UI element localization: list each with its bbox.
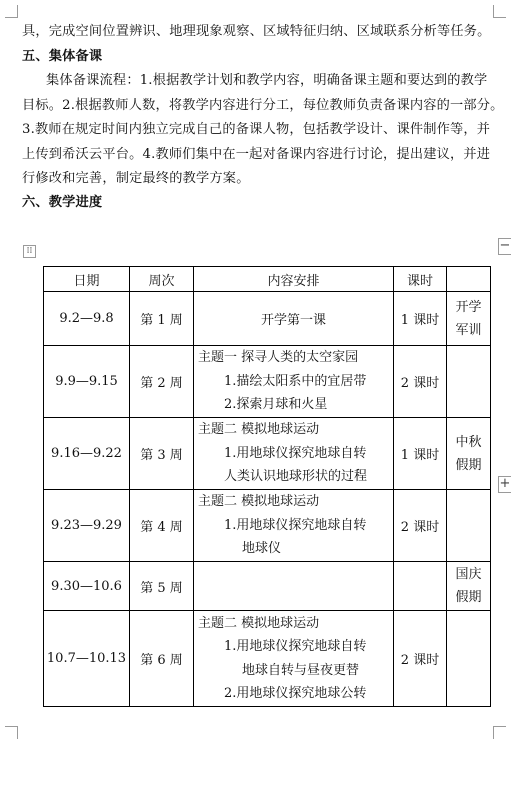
content-line: 1.用地球仪探究地球自转	[224, 517, 367, 533]
hours-cell	[394, 562, 447, 611]
content-line: 1.用地球仪探究地球自转	[224, 445, 367, 461]
content-cell	[194, 562, 394, 611]
section-heading: 六、教学进度	[22, 195, 103, 210]
week-cell: 第 1 周	[130, 292, 194, 346]
table-header-row	[44, 267, 491, 292]
hours-cell: 2 课时	[394, 346, 447, 418]
date-cell: 10.7—10.13	[44, 611, 130, 707]
week-cell: 第 6 周	[130, 611, 194, 707]
date-cell: 9.23—9.29	[44, 490, 130, 562]
table-row	[44, 611, 491, 707]
column-header-hours: 课时	[394, 267, 447, 292]
table-row	[44, 490, 491, 562]
body-text-line: 上传到希沃云平台。4.教师们集中在一起对备课内容进行讨论，提出建议，并进	[22, 147, 491, 162]
body-text-line: 集体备课流程：1.根据教学计划和教学内容，明确备课主题和要达到的教学	[46, 73, 488, 88]
week-cell: 第 5 周	[130, 562, 194, 611]
content-cell	[194, 346, 394, 418]
page-corner-mark	[5, 726, 18, 739]
body-text-line: 行修改和完善，制定最终的教学方案。	[22, 171, 250, 186]
column-header-date: 日期	[44, 267, 130, 292]
content-line: 主题一 探寻人类的太空家园	[198, 350, 359, 366]
page-corner-mark	[493, 726, 506, 739]
table-row	[44, 292, 491, 346]
note-cell	[447, 292, 491, 346]
body-text-line: 目标。2.根据教师人数，将教学内容进行分工，每位教师负责备课内容的一部分。	[22, 98, 504, 113]
content-cell	[194, 611, 394, 707]
content-line: 2.用地球仪探究地球公转	[224, 686, 367, 701]
content-line: 人类认识地球形状的过程	[224, 469, 368, 485]
hours-cell: 1 课时	[394, 292, 447, 346]
table-row	[44, 562, 491, 611]
column-header-content: 内容安排	[194, 267, 394, 292]
content-line: 主题二 模拟地球运动	[198, 422, 320, 438]
week-cell: 第 4 周	[130, 490, 194, 562]
table-row	[44, 418, 491, 490]
page-corner-mark	[5, 5, 18, 18]
content-cell	[194, 490, 394, 562]
note-cell	[447, 611, 491, 707]
table-row	[44, 346, 491, 418]
hours-cell: 1 课时	[394, 418, 447, 490]
content-line: 地球仪	[242, 541, 282, 557]
week-cell: 第 3 周	[130, 418, 194, 490]
note-line: 中秋	[455, 434, 482, 450]
date-cell: 9.2—9.8	[44, 292, 130, 346]
date-cell: 9.16—9.22	[44, 418, 130, 490]
teaching-schedule-table	[43, 266, 491, 707]
content-cell	[194, 418, 394, 490]
minus-icon[interactable]: −	[499, 238, 511, 253]
section-heading: 五、集体备课	[22, 49, 103, 64]
date-cell: 9.9—9.15	[44, 346, 130, 418]
content-line: 主题二 模拟地球运动	[198, 494, 320, 510]
column-header-week: 周次	[130, 267, 194, 292]
column-header-note	[447, 267, 491, 292]
plus-icon[interactable]: +	[499, 476, 511, 491]
note-line: 国庆	[455, 567, 482, 582]
content-line: 地球自转与昼夜更替	[242, 662, 360, 678]
note-line: 军训	[455, 322, 482, 338]
note-line: 假期	[455, 457, 482, 473]
body-text-line: 具，完成空间位置辨识、地理现象观察、区域特征归纳、区域联系分析等任务。	[22, 24, 491, 39]
page-corner-mark	[493, 5, 506, 18]
content-line: 开学第一课	[260, 313, 326, 328]
content-line: 2.探索月球和火星	[224, 397, 328, 413]
date-cell: 9.30—10.6	[44, 562, 130, 611]
hours-cell: 2 课时	[394, 611, 447, 707]
note-line: 假期	[455, 590, 482, 605]
note-cell	[447, 346, 491, 418]
note-line: 开学	[455, 299, 482, 315]
content-cell	[194, 292, 394, 346]
table-move-handle-icon[interactable]: ⁞⁞	[23, 245, 36, 258]
content-line: 1.用地球仪探究地球自转	[224, 639, 367, 654]
week-cell: 第 2 周	[130, 346, 194, 418]
note-cell	[447, 490, 491, 562]
body-text-line: 3.教师在规定时间内独立完成自己的备课人物，包括教学设计、课件制作等，并	[22, 122, 491, 137]
hours-cell: 2 课时	[394, 490, 447, 562]
content-line: 1.描绘太阳系中的宜居带	[224, 373, 367, 389]
note-cell	[447, 562, 491, 611]
note-cell	[447, 418, 491, 490]
content-line: 主题二 模拟地球运动	[198, 615, 320, 631]
